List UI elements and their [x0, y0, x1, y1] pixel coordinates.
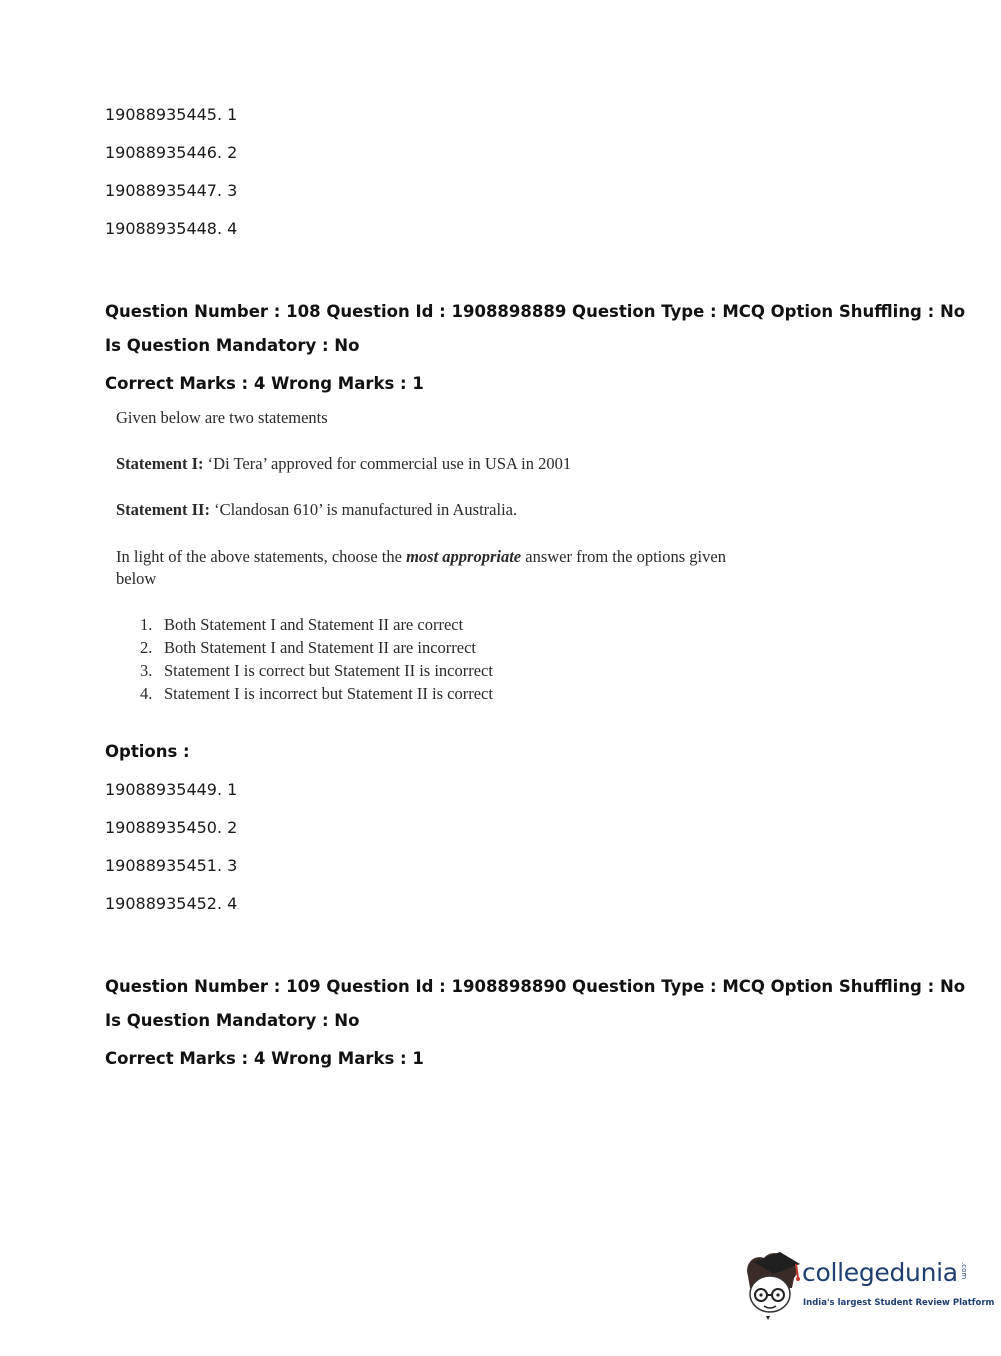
q108-s1-label: Statement I:: [116, 454, 204, 473]
q108-choice-3-num: 3.: [140, 661, 153, 680]
prev-option-2: 19088935446. 2: [105, 143, 238, 162]
collegedunia-logo: [740, 1248, 995, 1320]
q108-choice-4-num: 4.: [140, 684, 153, 703]
q108-choice-1-num: 1.: [140, 615, 153, 634]
q108-option-2: 19088935450. 2: [105, 818, 238, 837]
mascot-icon: [740, 1248, 802, 1320]
q109-mandatory: Is Question Mandatory : No: [105, 1011, 360, 1030]
prev-option-4: 19088935448. 4: [105, 219, 238, 238]
q108-intro: Given below are two statements: [116, 408, 328, 427]
q108-choice-1-text: Both Statement I and Statement II are correct: [164, 615, 464, 634]
q108-s2-label: Statement II:: [116, 500, 210, 519]
q108-choice-4: [140, 684, 493, 704]
q108-statement-1: [116, 454, 571, 474]
logo-tagline: India's largest Student Review Platform: [803, 1298, 995, 1308]
q108-choice-2: [140, 638, 476, 658]
q108-choice-4-text: Statement I is incorrect but Statement II is correct: [164, 684, 493, 703]
q108-statement-2: [116, 500, 517, 520]
q109-marks: Correct Marks : 4 Wrong Marks : 1: [105, 1049, 424, 1068]
logo-brand-text: collegedunia: [802, 1258, 958, 1287]
q108-instr-after: answer from the options given below: [116, 547, 726, 588]
q108-mandatory: Is Question Mandatory : No: [105, 336, 360, 355]
q108-s1-text: ‘Di Tera’ approved for commercial use in USA in 2001: [203, 454, 572, 473]
q108-header: Question Number : 108 Question Id : 1908898889 Question Type : MCQ Option Shuffling : No: [105, 302, 966, 321]
q108-choice-3: [140, 661, 493, 681]
q108-question-body: [116, 404, 756, 714]
q108-choice-2-num: 2.: [140, 638, 153, 657]
q108-instruction: [116, 546, 726, 590]
q108-choice-1: [140, 615, 463, 635]
q108-instr-emph: most appropriate: [406, 547, 522, 566]
q108-choice-3-text: Statement I is correct but Statement II is incorrect: [164, 661, 493, 680]
q108-s2-text: ‘Clandosan 610’ is manufactured in Australia.: [209, 500, 518, 519]
logo-dotcom: .com: [960, 1262, 968, 1280]
q109-header: Question Number : 109 Question Id : 1908898890 Question Type : MCQ Option Shuffling : No: [105, 977, 966, 996]
q108-option-1: 19088935449. 1: [105, 780, 238, 799]
q108-option-3: 19088935451. 3: [105, 856, 238, 875]
prev-option-1: 19088935445. 1: [105, 105, 238, 124]
q108-marks: Correct Marks : 4 Wrong Marks : 1: [105, 374, 424, 393]
q108-choice-2-text: Both Statement I and Statement II are incorrect: [164, 638, 477, 657]
q108-instr-before: In light of the above statements, choose the: [116, 547, 407, 566]
prev-option-3: 19088935447. 3: [105, 181, 238, 200]
q108-option-4: 19088935452. 4: [105, 894, 238, 913]
q108-options-label: Options :: [105, 742, 190, 761]
